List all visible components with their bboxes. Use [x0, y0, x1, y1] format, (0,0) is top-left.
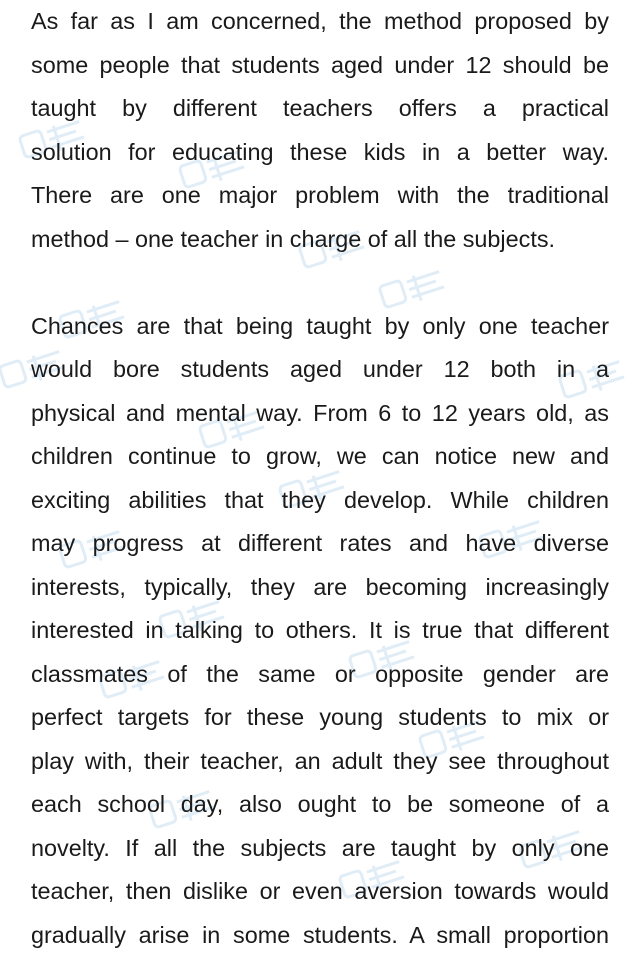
- text-line: perfect targets for these young students to mix or: [31, 704, 609, 730]
- text-line: each school day, also ought to be someone of a: [31, 791, 609, 817]
- document-page: [31, 0, 609, 957]
- text-line: method – one teacher in charge of all the subjects.: [31, 225, 556, 252]
- text-line: physical and mental way. From 6 to 12 years old, as: [31, 399, 609, 426]
- text-line: As far as I am concerned, the method proposed by: [31, 8, 609, 34]
- text-line: play with, their teacher, an adult they see throughout: [31, 747, 609, 774]
- text-line: may progress at different rates and have diverse: [31, 530, 609, 556]
- text-line: would bore students aged under 12 both in a: [31, 356, 609, 382]
- text-line: exciting abilities that they develop. While children: [31, 486, 609, 513]
- text-line: interests, typically, they are becoming increasingly: [31, 573, 609, 600]
- text-line: novelty. If all the subjects are taught by only one: [31, 834, 609, 861]
- text-line: gradually arise in some students. A small proportion: [31, 921, 609, 948]
- text-line: Chances are that being taught by only one teacher: [31, 312, 609, 339]
- text-line: interested in talking to others. It is true that different: [31, 617, 609, 643]
- text-line: taught by different teachers offers a practical: [31, 95, 609, 121]
- text-line: There are one major problem with the traditional: [31, 182, 609, 208]
- text-line: teacher, then dislike or even aversion towards would: [31, 878, 609, 904]
- text-line: children continue to grow, we can notice new and: [31, 443, 609, 469]
- text-line: some people that students aged under 12 should be: [31, 51, 609, 78]
- text-line: classmates of the same or opposite gender are: [31, 660, 609, 687]
- text-line: solution for educating these kids in a better way.: [31, 138, 609, 165]
